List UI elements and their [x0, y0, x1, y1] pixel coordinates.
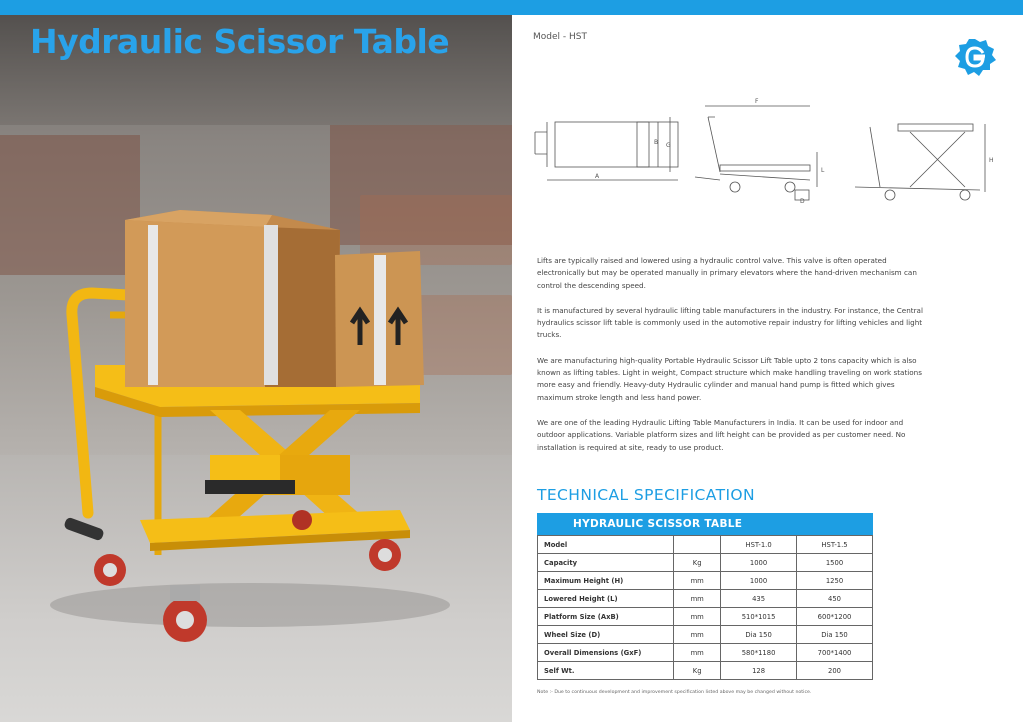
- table-cell: Lowered Height (L): [538, 590, 674, 608]
- dim-f-label: F: [755, 98, 759, 105]
- description: [537, 255, 932, 467]
- table-cell: 128: [721, 662, 797, 680]
- dim-h-label: H: [989, 157, 994, 164]
- footnote: Note :- Due to continuous development and improvement specification listed above may be changed without notice.: [537, 690, 812, 695]
- table-cell: 600*1200: [797, 608, 873, 626]
- table-row: [538, 626, 873, 644]
- product-photo: [0, 15, 512, 722]
- table-cell: mm: [674, 626, 721, 644]
- table-cell: Model: [538, 536, 674, 554]
- table-cell: 200: [797, 662, 873, 680]
- table-cell: 435: [721, 590, 797, 608]
- page-title: Hydraulic Scissor Table: [30, 22, 450, 61]
- description-paragraph: Lifts are typically raised and lowered using a hydraulic control valve. This valve is often operated electronically but may be operated manually in primary elevators where the hand-driven mechanism can control the descending speed.: [537, 256, 917, 290]
- table-cell: 1000: [721, 554, 797, 572]
- table-cell: Dia 150: [797, 626, 873, 644]
- table-row: [538, 554, 873, 572]
- table-cell: Kg: [674, 662, 721, 680]
- dim-a-label: A: [595, 173, 600, 180]
- table-cell: Dia 150: [721, 626, 797, 644]
- table-cell: Capacity: [538, 554, 674, 572]
- gear-g-logo-icon: [952, 36, 998, 78]
- table-cell: Maximum Height (H): [538, 572, 674, 590]
- top-accent-bar: [0, 0, 1023, 15]
- spec-table: [537, 535, 873, 680]
- section-title: TECHNICAL SPECIFICATION: [537, 486, 756, 504]
- table-cell: mm: [674, 608, 721, 626]
- dim-l-label: L: [821, 167, 825, 174]
- table-cell: 700*1400: [797, 644, 873, 662]
- table-cell: 1500: [797, 554, 873, 572]
- table-cell: mm: [674, 572, 721, 590]
- table-title: HYDRAULIC SCISSOR TABLE: [537, 513, 873, 535]
- description-paragraph: It is manufactured by several hydraulic lifting table manufacturers in the industry. For instance, the Central hydraulics scissor lift table is commonly used in the automotive repair industry for lifting vehicles and light trucks.: [537, 305, 923, 340]
- table-cell: Overall Dimensions (GxF): [538, 644, 674, 662]
- table-cell: 1250: [797, 572, 873, 590]
- table-row: [538, 608, 873, 626]
- table-cell: mm: [674, 590, 721, 608]
- table-row: [538, 572, 873, 590]
- side-view-lowered: [695, 106, 817, 200]
- top-view-drawing: [535, 117, 678, 180]
- table-cell: Self Wt.: [538, 662, 674, 680]
- model-label: Model - HST: [533, 32, 587, 42]
- dim-b-label: B: [654, 139, 659, 146]
- table-cell: Platform Size (AxB): [538, 608, 674, 626]
- table-cell: Kg: [674, 554, 721, 572]
- table-row: [538, 662, 873, 680]
- table-cell: 580*1180: [721, 644, 797, 662]
- table-cell: mm: [674, 644, 721, 662]
- technical-drawings: [515, 92, 1020, 220]
- table-cell: 1000: [721, 572, 797, 590]
- table-cell: HST-1.0: [721, 536, 797, 554]
- table-cell: HST-1.5: [797, 536, 873, 554]
- description-paragraph: We are manufacturing high-quality Portable Hydraulic Scissor Lift Table upto 2 tons capacity which is also known as lifting tables. Light in weight, Compact structure which make handling traveling on work stations more easy and friendly. Heavy-duty Hydraulic cylinder and manual hand pump is fitted which gives maximum stroke length and less hand power.: [537, 355, 922, 402]
- scissor-table-illustration: [0, 15, 512, 722]
- description-paragraph: We are one of the leading Hydraulic Lifting Table Manufacturers in India. It can be used for indoor and outdoor applications. Variable platform sizes and lift height can be provided as per customer need. No installation is required at site, ready to use product.: [537, 417, 906, 452]
- table-row: [538, 590, 873, 608]
- table-row: [538, 536, 873, 554]
- table-cell: 510*1015: [721, 608, 797, 626]
- table-cell: Wheel Size (D): [538, 626, 674, 644]
- side-view-raised: [855, 124, 985, 200]
- dim-g-label: G: [666, 142, 671, 149]
- table-cell: 450: [797, 590, 873, 608]
- dim-d-label: D: [800, 198, 805, 205]
- table-row: [538, 644, 873, 662]
- table-cell: [674, 536, 721, 554]
